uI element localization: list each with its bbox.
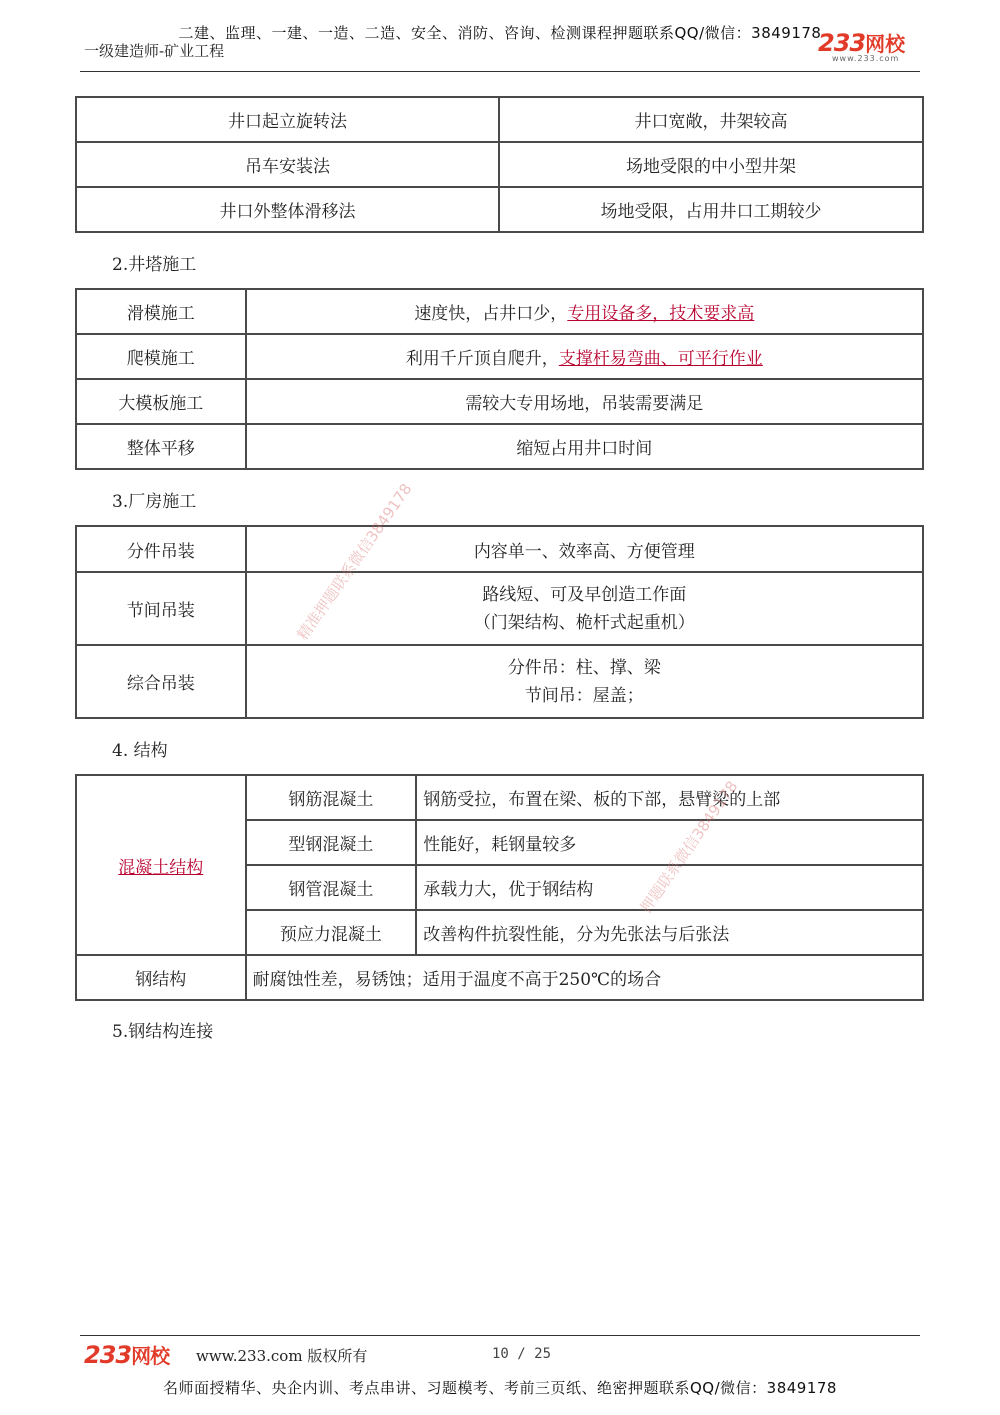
document-subtitle: 一级建造师-矿业工程	[84, 42, 225, 60]
table-row	[76, 289, 923, 334]
table-cell: 大模板施工	[76, 379, 246, 424]
table-cell: 需较大专用场地，吊装需要满足	[246, 379, 923, 424]
table-cell: 井口起立旋转法	[76, 97, 499, 142]
section-heading-plant: 3.厂房施工	[112, 492, 197, 512]
section-heading-structure: 4. 结构	[112, 741, 168, 761]
logo-url: www.233.com	[832, 54, 900, 63]
table-cell: 场地受限，占用井口工期较少	[499, 187, 923, 232]
table-row	[76, 424, 923, 469]
table-cell: 预应力混凝土	[246, 910, 417, 955]
cell-line: （门架结构、桅杆式起重机）	[473, 612, 695, 633]
table-cell: 钢筋混凝土	[246, 775, 417, 820]
header-promo-text: 二建、监理、一建、一造、二造、安全、消防、咨询、检测课程押题联系QQ/微信：3849178	[178, 24, 822, 42]
highlighted-text: 专用设备多，技术要求高	[567, 304, 755, 324]
table-row	[76, 775, 923, 820]
table-cell: 分件吊装	[76, 526, 246, 572]
tower-construction-table	[75, 288, 924, 470]
section-heading-steel-connection: 5.钢结构连接	[112, 1022, 214, 1042]
cell-text: 利用千斤顶自爬升，	[405, 349, 559, 369]
logo-number: 233	[818, 29, 866, 57]
table-row	[76, 334, 923, 379]
table-cell: 综合吊装	[76, 645, 246, 718]
table-row	[76, 142, 923, 187]
table-cell: 内容单一、效率高、方便管理	[246, 526, 923, 572]
install-method-table	[75, 96, 924, 233]
table-row	[76, 955, 923, 1000]
table-cell: 滑模施工	[76, 289, 246, 334]
brand-logo	[818, 28, 928, 62]
footer-logo	[84, 1340, 169, 1369]
cell-line: 路线短、可及早创造工作面	[482, 584, 687, 605]
table-cell: 吊车安装法	[76, 142, 499, 187]
table-cell: 井口外整体滑移法	[76, 187, 499, 232]
footer-divider	[80, 1335, 920, 1336]
table-row	[76, 526, 923, 572]
table-cell	[76, 775, 246, 955]
table-cell	[246, 645, 923, 718]
table-row	[76, 379, 923, 424]
table-row	[76, 645, 923, 718]
table-cell: 钢筋受拉，布置在梁、板的下部，悬臂梁的上部	[416, 775, 923, 820]
page-number: 10 / 25	[492, 1346, 552, 1362]
section-heading-tower: 2.井塔施工	[112, 255, 197, 275]
table-cell: 型钢混凝土	[246, 820, 417, 865]
footer-logo-number: 233	[84, 1341, 132, 1369]
structure-table	[75, 774, 924, 1001]
table-cell: 耐腐蚀性差，易锈蚀；适用于温度不高于250℃的场合	[246, 955, 923, 1000]
table-row	[76, 97, 923, 142]
plant-construction-table	[75, 525, 924, 719]
cell-line: 分件吊：柱、撑、梁	[507, 657, 661, 678]
footer-copyright: www.233.com 版权所有	[196, 1347, 368, 1365]
table-cell: 缩短占用井口时间	[246, 424, 923, 469]
table-cell	[246, 334, 923, 379]
table-cell: 节间吊装	[76, 572, 246, 645]
table-cell: 性能好，耗钢量较多	[416, 820, 923, 865]
table-cell: 改善构件抗裂性能，分为先张法与后张法	[416, 910, 923, 955]
table-cell: 钢管混凝土	[246, 865, 417, 910]
footer-promo-text: 名师面授精华、央企内训、考点串讲、习题模考、考前三页纸、绝密押题联系QQ/微信：3849178	[163, 1379, 837, 1397]
table-cell	[246, 289, 923, 334]
cell-line: 节间吊：屋盖；	[524, 685, 644, 706]
table-row	[76, 572, 923, 645]
table-cell: 整体平移	[76, 424, 246, 469]
table-cell: 场地受限的中小型井架	[499, 142, 923, 187]
highlighted-text: 支撑杆易弯曲、可平行作业	[558, 349, 763, 369]
highlighted-text: 混凝土结构	[118, 857, 204, 878]
table-cell: 爬模施工	[76, 334, 246, 379]
cell-text: 速度快，占井口少，	[414, 304, 568, 324]
table-cell: 承载力大，优于钢结构	[416, 865, 923, 910]
logo-text: 网校	[865, 32, 906, 56]
header-divider	[80, 71, 920, 72]
watermark-text: 押题联系微信3849178	[636, 777, 742, 917]
table-row	[76, 187, 923, 232]
footer-logo-text: 网校	[131, 1344, 170, 1368]
watermark-text: 精准押题联系微信3849178	[293, 480, 416, 644]
table-cell: 钢结构	[76, 955, 246, 1000]
table-cell: 井口宽敞，井架较高	[499, 97, 923, 142]
